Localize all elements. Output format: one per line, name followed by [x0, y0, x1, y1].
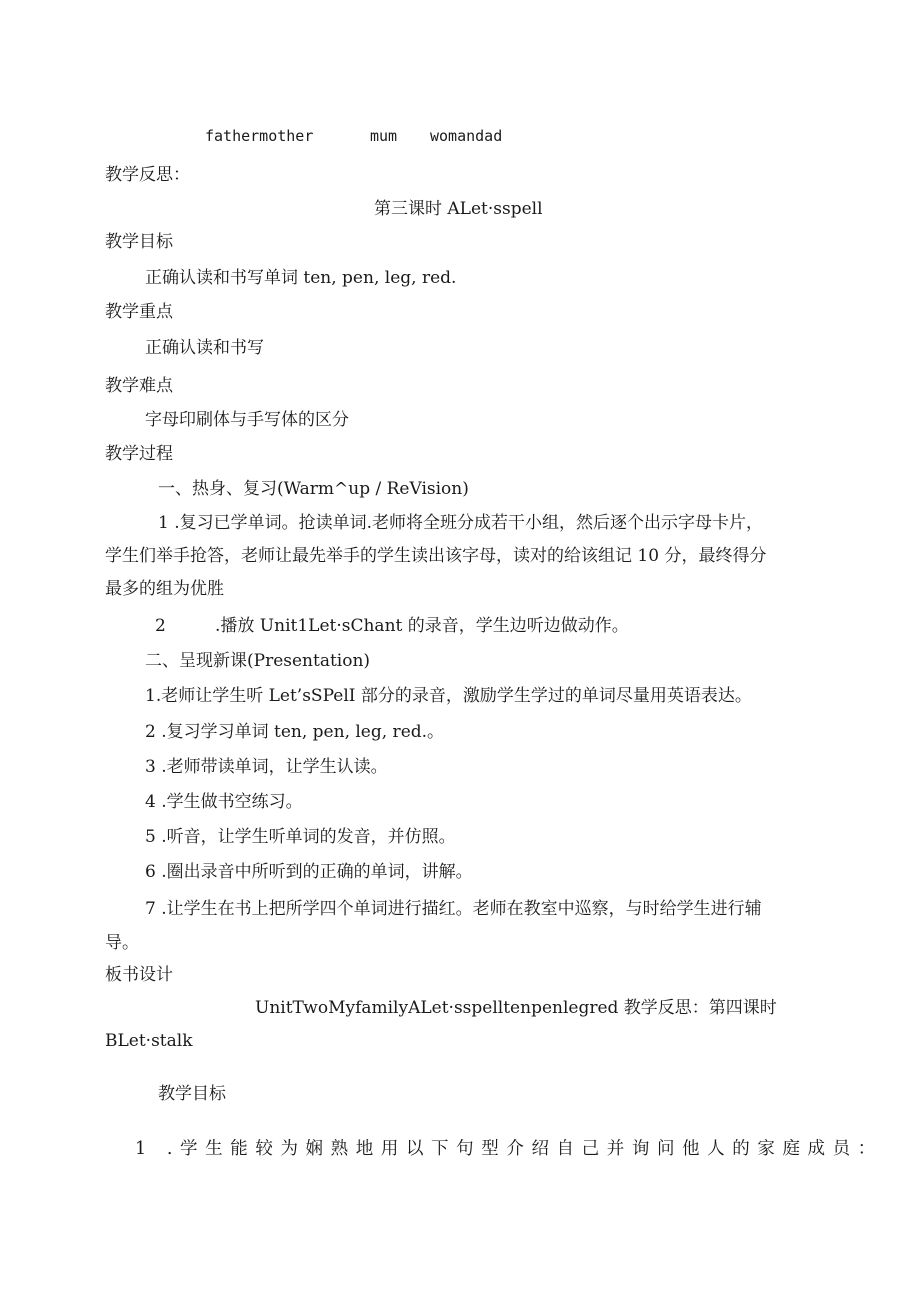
- board-line-1: UnitTwoMyfamilyALet·sspelltenpenlegred 教学反思：第四课时: [255, 998, 777, 1018]
- warmup-item-2-number: 2: [155, 616, 166, 636]
- lesson-title: 第三课时 ALet·sspell: [374, 199, 543, 219]
- vocab-word-3: womandad: [430, 127, 503, 145]
- presentation-item-3: 3 .老师带读单词，让学生认读。: [145, 757, 388, 777]
- presentation-item-7-line-1: 7 .让学生在书上把所学四个单词进行描红。老师在教室中巡察，与时给学生进行辅: [145, 899, 762, 919]
- presentation-item-2: 2 .复习学习单词 ten, pen, leg, red.。: [145, 722, 445, 742]
- presentation-item-6: 6 .圈出录音中所听到的正确的单词，讲解。: [145, 862, 473, 882]
- warmup-heading: 一、热身、复习(Warm^up / ReVision): [158, 479, 469, 499]
- reflection-label: 教学反思：: [105, 165, 190, 185]
- board-line-2: BLet·stalk: [105, 1031, 193, 1051]
- goal-heading: 教学目标: [105, 232, 173, 252]
- vocab-word-2: mum: [370, 127, 398, 145]
- goal-text: 正确认读和书写单词 ten, pen, leg, red.: [145, 268, 457, 288]
- board-heading: 板书设计: [105, 965, 173, 985]
- key-text: 正确认读和书写: [145, 338, 264, 358]
- difficulty-text: 字母印刷体与手写体的区分: [145, 410, 349, 430]
- warmup-item-1-line-2: 学生们举手抢答，老师让最先举手的学生读出该字母，读对的给该组记 10 分，最终得分: [105, 546, 767, 566]
- key-heading: 教学重点: [105, 302, 173, 322]
- vocab-word-1: fathermother: [205, 127, 314, 145]
- presentation-heading: 二、呈现新课(Presentation): [145, 651, 371, 671]
- goal-heading-2: 教学目标: [158, 1084, 226, 1104]
- presentation-item-1: 1.老师让学生听 Let’sSPelI 部分的录音，激励学生学过的单词尽量用英语表达。: [145, 686, 752, 706]
- presentation-item-5: 5 .听音，让学生听单词的发音，并仿照。: [145, 827, 456, 847]
- warmup-item-2-text: .播放 Unit1Let·sChant 的录音，学生边听边做动作。: [215, 616, 629, 636]
- presentation-item-7-line-2: 导。: [105, 933, 139, 953]
- goal2-item-1: 1 .学生能较为娴熟地用以下句型介绍自己并询问他人的家庭成员：: [135, 1139, 883, 1159]
- process-heading: 教学过程: [105, 444, 173, 464]
- presentation-item-4: 4 .学生做书空练习。: [145, 792, 303, 812]
- warmup-item-1-line-1: 1 .复习已学单词。抢读单词.老师将全班分成若干小组，然后逐个出示字母卡片，: [158, 513, 764, 533]
- difficulty-heading: 教学难点: [105, 376, 173, 396]
- warmup-item-1-line-3: 最多的组为优胜: [105, 579, 224, 599]
